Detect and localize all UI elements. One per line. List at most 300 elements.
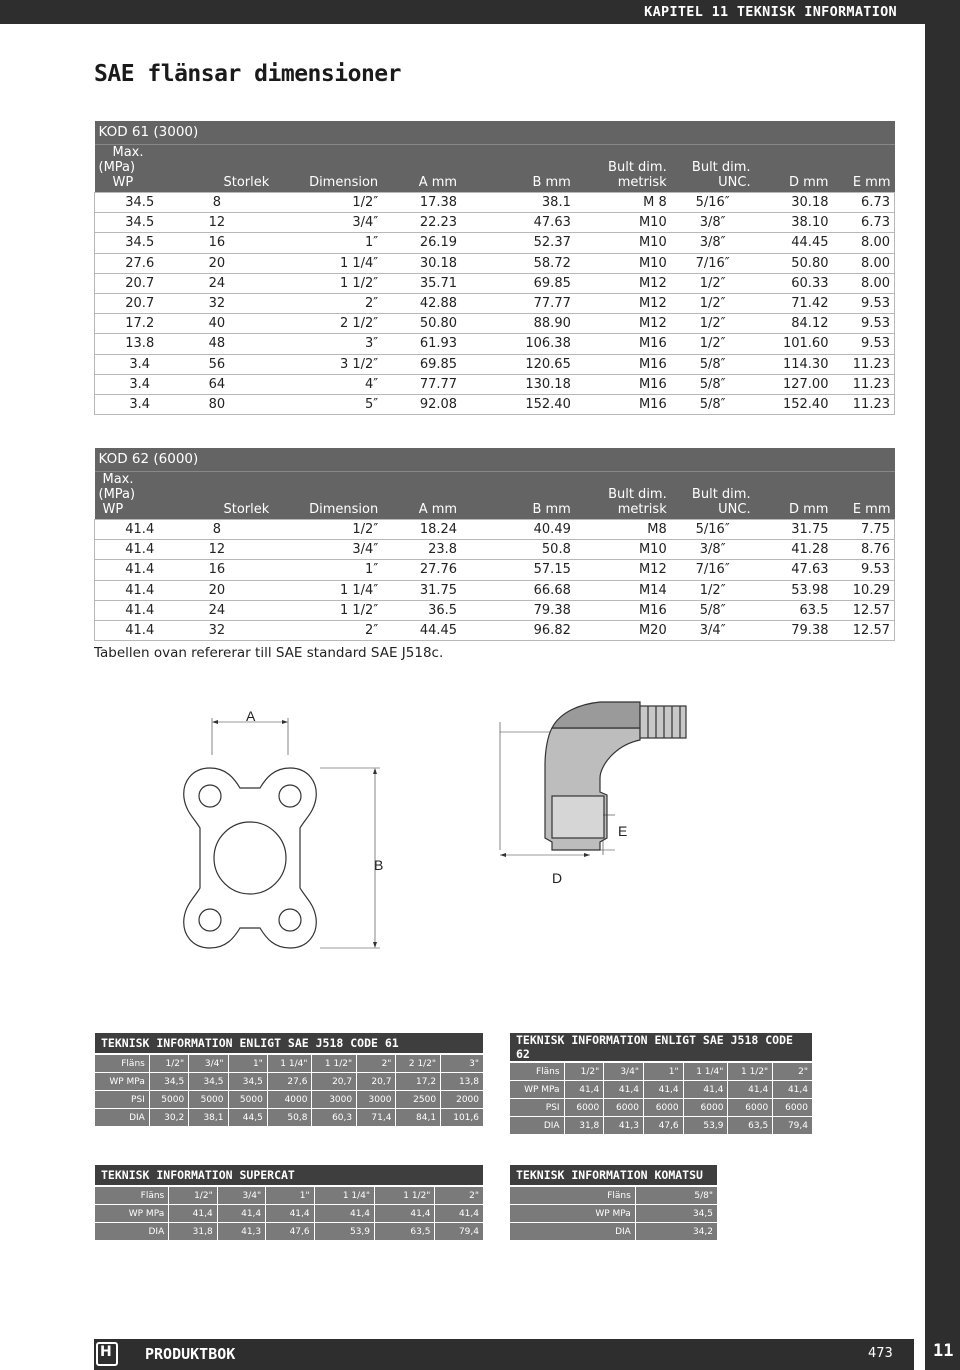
table-cell: M10 — [575, 213, 671, 233]
table-cell: 152.40 — [461, 394, 575, 414]
info-cell: 6000 — [564, 1099, 604, 1117]
table-cell: 66.68 — [461, 580, 575, 600]
table-cell: 12 — [160, 540, 273, 560]
table-cell: 5″ — [273, 394, 382, 414]
info-cell: 20,7 — [312, 1073, 357, 1091]
kod62-caption: KOD 62 (6000) — [95, 448, 895, 472]
table-cell: 50.80 — [755, 253, 833, 273]
info-cell: 34,5 — [189, 1073, 228, 1091]
table-cell: 31.75 — [755, 520, 833, 540]
info-cell: 47,6 — [643, 1117, 683, 1135]
table-cell: 20 — [160, 580, 273, 600]
table-cell: 3.4 — [95, 354, 161, 374]
table-cell: 17.38 — [382, 193, 461, 213]
info-row-label: Fläns — [510, 1062, 565, 1081]
table-cell: 2″ — [273, 620, 382, 640]
info-cell: 2000 — [441, 1091, 484, 1109]
info-row — [95, 1205, 484, 1223]
info-cell: 6000 — [773, 1099, 813, 1117]
info-row-label: PSI — [510, 1099, 565, 1117]
info-row-label: DIA — [95, 1109, 150, 1127]
col-e: E mm — [832, 145, 894, 193]
info-row-label: Fläns — [510, 1186, 636, 1205]
table-row — [95, 374, 895, 394]
flange-diagram — [170, 700, 690, 1000]
table-cell: 2″ — [273, 293, 382, 313]
info-cell: 20,7 — [357, 1073, 396, 1091]
info-cell: 41,4 — [683, 1081, 728, 1099]
table-cell: M16 — [575, 334, 671, 354]
table-cell: 53.98 — [755, 580, 833, 600]
info-cell: 1 1/2" — [375, 1186, 435, 1205]
table-cell: 12 — [160, 213, 273, 233]
chapter-number: 11 — [933, 1341, 954, 1361]
table-cell: 7.75 — [832, 520, 894, 540]
table-cell: 32 — [160, 620, 273, 640]
table-cell: 47.63 — [755, 560, 833, 580]
info-cell: 41,4 — [169, 1205, 217, 1223]
info-table-code62 — [509, 1032, 813, 1135]
table-cell: 41.4 — [95, 600, 161, 620]
table-cell: 9.53 — [832, 293, 894, 313]
info-cell: 3000 — [312, 1091, 357, 1109]
table-cell: 12.57 — [832, 620, 894, 640]
table-cell: M14 — [575, 580, 671, 600]
info-cell: 1 1/2" — [312, 1054, 357, 1073]
info-cell: 6000 — [604, 1099, 644, 1117]
info-cell: 3/4" — [217, 1186, 265, 1205]
table-cell: 1 1/4″ — [273, 253, 382, 273]
info-cell: 1 1/2" — [728, 1062, 773, 1081]
table-cell: M10 — [575, 233, 671, 253]
table-cell: 5/8″ — [671, 600, 755, 620]
info-cell: 79,4 — [773, 1117, 813, 1135]
table-cell: 41.4 — [95, 580, 161, 600]
table-cell: M12 — [575, 314, 671, 334]
table-cell: 58.72 — [461, 253, 575, 273]
table-cell: 20.7 — [95, 293, 161, 313]
table-cell: 1/2″ — [671, 293, 755, 313]
table-cell: 1 1/2″ — [273, 273, 382, 293]
table-cell: 12.57 — [832, 600, 894, 620]
info-table-code61 — [94, 1032, 484, 1127]
info-cell: 5000 — [149, 1091, 188, 1109]
table-cell: 48 — [160, 334, 273, 354]
table-cell: 3″ — [273, 334, 382, 354]
table-cell: 7/16″ — [671, 560, 755, 580]
info-row-label: WP MPa — [95, 1205, 169, 1223]
table-cell: 84.12 — [755, 314, 833, 334]
table-cell: 120.65 — [461, 354, 575, 374]
info-cell: 34,5 — [635, 1205, 717, 1223]
table-cell: 5/8″ — [671, 354, 755, 374]
info-cell: 60,3 — [312, 1109, 357, 1127]
table-cell: 16 — [160, 560, 273, 580]
info-cell: 30,2 — [149, 1109, 188, 1127]
standard-note: Tabellen ovan refererar till SAE standard SAE J518c. — [94, 645, 444, 661]
info-row-label: WP MPa — [95, 1073, 150, 1091]
info-cell: 4000 — [267, 1091, 312, 1109]
table-cell: 11.23 — [832, 394, 894, 414]
col-wp: Max. (MPa) WP — [95, 472, 161, 520]
kod62-table — [94, 448, 895, 641]
info-cell: 41,4 — [435, 1205, 484, 1223]
info-row — [510, 1099, 813, 1117]
info-cell: 2" — [435, 1186, 484, 1205]
info-cell: 17,2 — [396, 1073, 441, 1091]
info-row — [95, 1054, 484, 1073]
table-cell: 57.15 — [461, 560, 575, 580]
table-cell: 22.23 — [382, 213, 461, 233]
info-cell: 53,9 — [683, 1117, 728, 1135]
table-cell: M16 — [575, 374, 671, 394]
table-cell: 5/16″ — [671, 520, 755, 540]
table-cell: M10 — [575, 253, 671, 273]
info-cell: 1 1/4" — [267, 1054, 312, 1073]
table-cell: 69.85 — [382, 354, 461, 374]
col-d: D mm — [755, 145, 833, 193]
table-cell: M 8 — [575, 193, 671, 213]
info-cell: 2" — [773, 1062, 813, 1081]
info-cell: 6000 — [643, 1099, 683, 1117]
info-cell: 1/2" — [169, 1186, 217, 1205]
info-table-title: TEKNISK INFORMATION SUPERCAT — [95, 1165, 484, 1187]
col-storlek: Storlek — [160, 472, 273, 520]
info-cell: 1/2" — [564, 1062, 604, 1081]
table-cell: 5/8″ — [671, 374, 755, 394]
info-cell: 47,6 — [266, 1223, 314, 1241]
info-row-label: DIA — [510, 1223, 636, 1241]
table-cell: 1 1/4″ — [273, 580, 382, 600]
info-row-label: WP MPa — [510, 1081, 565, 1099]
table-cell: 11.23 — [832, 354, 894, 374]
info-row — [510, 1205, 718, 1223]
table-row — [95, 293, 895, 313]
table-row — [95, 253, 895, 273]
info-cell: 1" — [643, 1062, 683, 1081]
info-cell: 5/8" — [635, 1186, 717, 1205]
table-cell: 9.53 — [832, 560, 894, 580]
col-a: A mm — [382, 145, 461, 193]
table-row — [95, 520, 895, 540]
table-cell: 152.40 — [755, 394, 833, 414]
table-cell: 69.85 — [461, 273, 575, 293]
info-row — [510, 1223, 718, 1241]
info-cell: 63,5 — [728, 1117, 773, 1135]
info-cell: 34,5 — [228, 1073, 267, 1091]
info-cell: 41,3 — [217, 1223, 265, 1241]
info-cell: 34,5 — [149, 1073, 188, 1091]
table-cell: 8.00 — [832, 253, 894, 273]
info-cell: 6000 — [683, 1099, 728, 1117]
table-cell: 27.76 — [382, 560, 461, 580]
page-number: 473 — [868, 1346, 893, 1361]
table-row — [95, 314, 895, 334]
info-table-title: TEKNISK INFORMATION KOMATSU — [510, 1165, 718, 1187]
table-cell: 79.38 — [461, 600, 575, 620]
info-cell: 31,8 — [169, 1223, 217, 1241]
table-cell: M10 — [575, 540, 671, 560]
table-cell: M12 — [575, 273, 671, 293]
table-cell: 8.00 — [832, 273, 894, 293]
info-row-label: WP MPa — [510, 1205, 636, 1223]
table-cell: 6.73 — [832, 213, 894, 233]
info-cell: 41,4 — [266, 1205, 314, 1223]
info-row — [510, 1186, 718, 1205]
table-cell: 106.38 — [461, 334, 575, 354]
table-cell: 17.2 — [95, 314, 161, 334]
table-cell: 1/2″ — [671, 334, 755, 354]
table-cell: 13.8 — [95, 334, 161, 354]
table-cell: 56 — [160, 354, 273, 374]
table-cell: 8.00 — [832, 233, 894, 253]
table-cell: 10.29 — [832, 580, 894, 600]
table-cell: 3 1/2″ — [273, 354, 382, 374]
info-row — [95, 1109, 484, 1127]
table-cell: 64 — [160, 374, 273, 394]
table-cell: 77.77 — [461, 293, 575, 313]
table-cell: 18.24 — [382, 520, 461, 540]
info-row-label: Fläns — [95, 1054, 150, 1073]
info-cell: 3/4" — [604, 1062, 644, 1081]
info-cell: 38,1 — [189, 1109, 228, 1127]
info-cell: 34,2 — [635, 1223, 717, 1241]
table-cell: 60.33 — [755, 273, 833, 293]
flange-front-view — [184, 718, 380, 948]
info-cell: 31,8 — [564, 1117, 604, 1135]
info-row-label: PSI — [95, 1091, 150, 1109]
info-row — [510, 1117, 813, 1135]
table-cell: 1 1/2″ — [273, 600, 382, 620]
table-cell: 7/16″ — [671, 253, 755, 273]
info-table-komatsu — [509, 1164, 718, 1241]
table-cell: 6.73 — [832, 193, 894, 213]
col-b: B mm — [461, 145, 575, 193]
table-cell: 50.80 — [382, 314, 461, 334]
table-cell: 38.1 — [461, 193, 575, 213]
table-cell: 41.4 — [95, 560, 161, 580]
elbow-fitting-side-view — [500, 702, 686, 857]
page-title: SAE flänsar dimensioner — [94, 61, 401, 87]
table-cell: 34.5 — [95, 213, 161, 233]
info-cell: 13,8 — [441, 1073, 484, 1091]
table-cell: M8 — [575, 520, 671, 540]
table-cell: M12 — [575, 560, 671, 580]
table-cell: 44.45 — [382, 620, 461, 640]
table-cell: 127.00 — [755, 374, 833, 394]
table-cell: 3.4 — [95, 394, 161, 414]
info-cell: 2" — [357, 1054, 396, 1073]
table-cell: 1″ — [273, 233, 382, 253]
info-cell: 41,3 — [604, 1117, 644, 1135]
info-cell: 41,4 — [643, 1081, 683, 1099]
table-cell: 3/8″ — [671, 233, 755, 253]
table-row — [95, 233, 895, 253]
dimension-label-a: A — [246, 708, 256, 724]
table-cell: 34.5 — [95, 233, 161, 253]
table-cell: 41.4 — [95, 620, 161, 640]
table-cell: 24 — [160, 273, 273, 293]
info-cell: 1 1/4" — [683, 1062, 728, 1081]
info-cell: 63,5 — [375, 1223, 435, 1241]
table-cell: 27.6 — [95, 253, 161, 273]
table-cell: 20.7 — [95, 273, 161, 293]
table-row — [95, 273, 895, 293]
table-row — [95, 580, 895, 600]
table-cell: 92.08 — [382, 394, 461, 414]
table-cell: 79.38 — [755, 620, 833, 640]
col-dimension: Dimension — [273, 472, 382, 520]
info-row-label: Fläns — [95, 1186, 169, 1205]
table-row — [95, 354, 895, 374]
info-row-label: DIA — [95, 1223, 169, 1241]
info-table-supercat — [94, 1164, 484, 1241]
table-cell: 80 — [160, 394, 273, 414]
table-cell: 9.53 — [832, 334, 894, 354]
table-row — [95, 600, 895, 620]
table-cell: 41.4 — [95, 520, 161, 540]
table-cell: 44.45 — [755, 233, 833, 253]
info-cell: 1" — [228, 1054, 267, 1073]
col-bult-metrisk: Bult dim. metrisk — [575, 145, 671, 193]
table-cell: 8 — [160, 520, 273, 540]
table-cell: M12 — [575, 293, 671, 313]
info-cell: 5000 — [228, 1091, 267, 1109]
table-cell: 47.63 — [461, 213, 575, 233]
table-cell: 1/2″ — [671, 273, 755, 293]
table-cell: 9.53 — [832, 314, 894, 334]
info-cell: 79,4 — [435, 1223, 484, 1241]
col-e: E mm — [832, 472, 894, 520]
info-cell: 41,4 — [728, 1081, 773, 1099]
table-cell: M16 — [575, 394, 671, 414]
table-cell: 96.82 — [461, 620, 575, 640]
table-cell: 8 — [160, 193, 273, 213]
table-cell: 1/2″ — [273, 193, 382, 213]
table-cell: 4″ — [273, 374, 382, 394]
info-cell: 50,8 — [267, 1109, 312, 1127]
info-cell: 41,4 — [314, 1205, 374, 1223]
table-row — [95, 540, 895, 560]
col-storlek: Storlek — [160, 145, 273, 193]
col-dimension: Dimension — [273, 145, 382, 193]
info-cell: 101,6 — [441, 1109, 484, 1127]
table-cell: 36.5 — [382, 600, 461, 620]
kod61-caption: KOD 61 (3000) — [95, 121, 895, 145]
info-cell: 41,4 — [564, 1081, 604, 1099]
info-cell: 41,4 — [375, 1205, 435, 1223]
table-cell: 42.88 — [382, 293, 461, 313]
info-cell: 41,4 — [773, 1081, 813, 1099]
info-cell: 3" — [441, 1054, 484, 1073]
table-row — [95, 334, 895, 354]
table-cell: 35.71 — [382, 273, 461, 293]
col-wp: Max.(MPa) WP — [95, 145, 161, 193]
table-cell: 24 — [160, 600, 273, 620]
table-cell: 114.30 — [755, 354, 833, 374]
table-cell: 52.37 — [461, 233, 575, 253]
table-cell: 1″ — [273, 560, 382, 580]
table-cell: 3/4″ — [671, 620, 755, 640]
table-cell: 16 — [160, 233, 273, 253]
info-cell: 2500 — [396, 1091, 441, 1109]
info-cell: 1/2" — [149, 1054, 188, 1073]
table-cell: 11.23 — [832, 374, 894, 394]
table-cell: 77.77 — [382, 374, 461, 394]
table-cell: 1/2″ — [273, 520, 382, 540]
info-row-label: DIA — [510, 1117, 565, 1135]
table-cell: 88.90 — [461, 314, 575, 334]
info-cell: 71,4 — [357, 1109, 396, 1127]
info-cell: 41,4 — [217, 1205, 265, 1223]
info-cell: 53,9 — [314, 1223, 374, 1241]
info-table-title: TEKNISK INFORMATION ENLIGT SAE J518 CODE 61 — [95, 1033, 484, 1055]
table-row — [95, 620, 895, 640]
col-a: A mm — [382, 472, 461, 520]
table-cell: M16 — [575, 354, 671, 374]
info-cell: 84,1 — [396, 1109, 441, 1127]
table-cell: 8.76 — [832, 540, 894, 560]
col-b: B mm — [461, 472, 575, 520]
table-cell: 3/8″ — [671, 540, 755, 560]
col-bult-unc: Bult dim. UNC. — [671, 472, 755, 520]
table-cell: 41.4 — [95, 540, 161, 560]
table-cell: M20 — [575, 620, 671, 640]
info-row — [510, 1062, 813, 1081]
table-cell: 3/4″ — [273, 213, 382, 233]
table-cell: 1/2″ — [671, 314, 755, 334]
col-d: D mm — [755, 472, 833, 520]
table-row — [95, 560, 895, 580]
info-cell: 5000 — [189, 1091, 228, 1109]
table-cell: 50.8 — [461, 540, 575, 560]
table-cell: 26.19 — [382, 233, 461, 253]
table-cell: 40.49 — [461, 520, 575, 540]
info-table-title: TEKNISK INFORMATION ENLIGT SAE J518 CODE 62 — [510, 1033, 813, 1063]
info-row — [95, 1223, 484, 1241]
table-cell: 40 — [160, 314, 273, 334]
table-cell: 1/2″ — [671, 580, 755, 600]
table-cell: 32 — [160, 293, 273, 313]
table-cell: 5/16″ — [671, 193, 755, 213]
info-row — [95, 1073, 484, 1091]
info-cell: 1" — [266, 1186, 314, 1205]
table-cell: 38.10 — [755, 213, 833, 233]
info-cell: 3000 — [357, 1091, 396, 1109]
table-cell: 3/8″ — [671, 213, 755, 233]
table-cell: 30.18 — [755, 193, 833, 213]
table-row — [95, 213, 895, 233]
table-cell: 34.5 — [95, 193, 161, 213]
table-cell: M16 — [575, 600, 671, 620]
dimension-label-b: B — [374, 857, 384, 873]
chapter-side-strip — [925, 0, 960, 1370]
col-bult-unc: Bult dim. UNC. — [671, 145, 755, 193]
top-header-bar — [0, 0, 925, 24]
table-cell: 3.4 — [95, 374, 161, 394]
table-cell: 5/8″ — [671, 394, 755, 414]
table-cell: 41.28 — [755, 540, 833, 560]
table-cell: 63.5 — [755, 600, 833, 620]
kod61-table — [94, 121, 895, 415]
info-cell: 44,5 — [228, 1109, 267, 1127]
info-cell: 6000 — [728, 1099, 773, 1117]
table-row — [95, 394, 895, 414]
table-cell: 101.60 — [755, 334, 833, 354]
info-row — [95, 1186, 484, 1205]
info-row — [95, 1091, 484, 1109]
table-cell: 23.8 — [382, 540, 461, 560]
